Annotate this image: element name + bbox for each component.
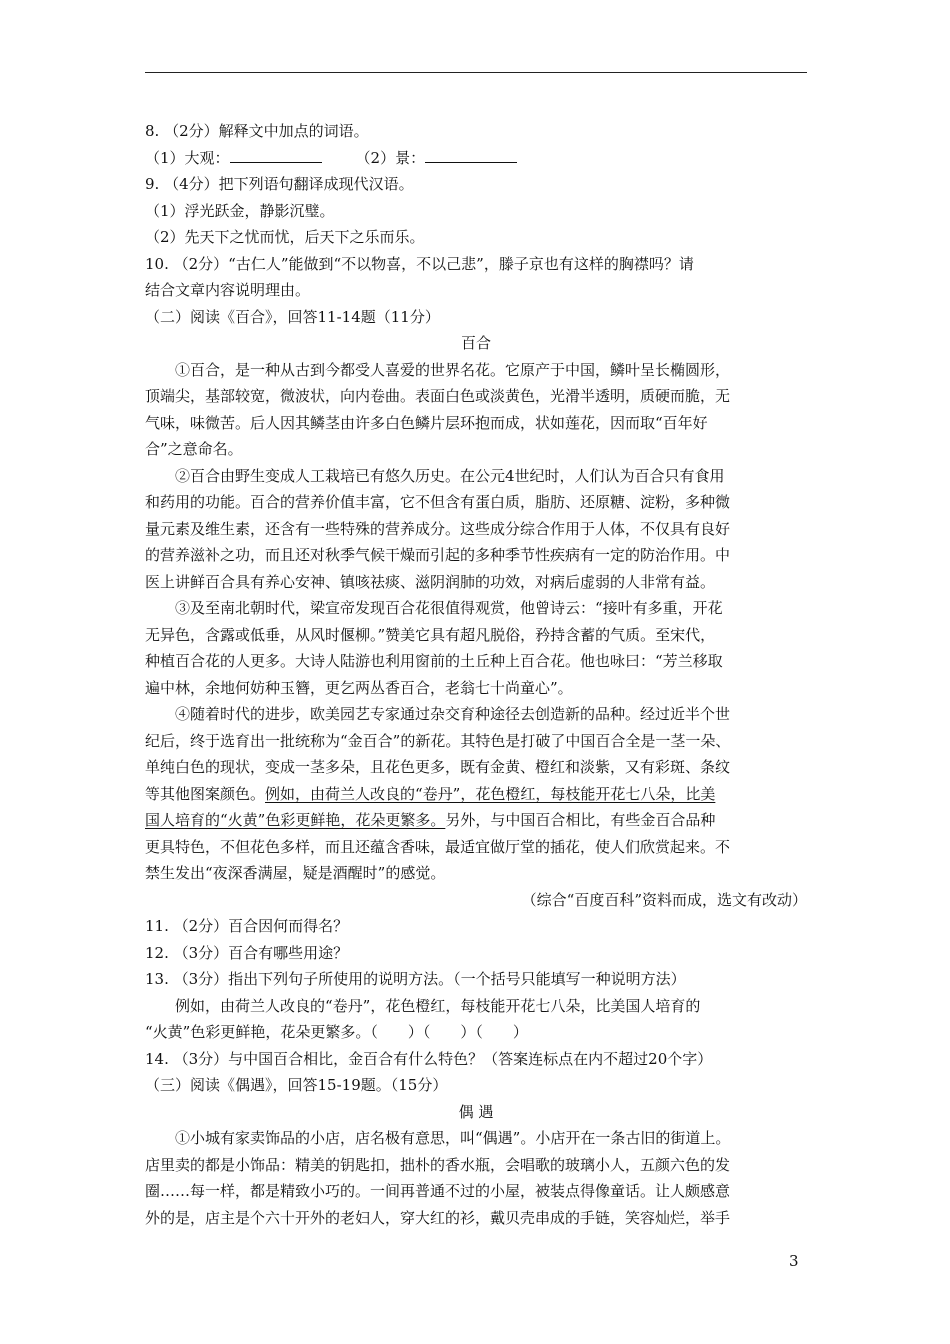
- question-10-line-2: 结合文章内容说明理由。: [145, 281, 311, 299]
- question-8: 8. （2分）解释文中加点的词语。: [145, 122, 369, 140]
- baihe-p4-text: 另外，与中国百合相比，有些金百合品种: [445, 811, 716, 829]
- ouyu-p1-line: ①小城有家卖饰品的小店，店名极有意思，叫“偶遇”。小店开在一条古旧的街道上。: [175, 1129, 731, 1147]
- source-note: （综合“百度百科”资料而成，选文有改动）: [521, 890, 807, 909]
- baihe-p1-line: 顶端尖，基部较宽，微波状，向内卷曲。表面白色或淡黄色，光滑半透明，质硬而脆，无: [145, 387, 731, 405]
- baihe-p1-line: 合”之意命名。: [145, 440, 243, 458]
- question-10-line-1: 10. （2分）“古仁人”能做到“不以物喜，不以己悲”，滕子京也有这样的胸襟吗？请: [145, 254, 694, 273]
- q8-label-a: （1）大观：: [145, 148, 230, 167]
- baihe-p3-line: 无异色，含露或低垂，从风时偃柳。”赞美它具有超凡脱俗，矜持含蓄的气质。至宋代，: [145, 625, 716, 644]
- baihe-p4-line: 更具特色，不但花色多样，而且还蕴含香味，最适宜做厅堂的插花，使人们欣赏起来。不: [145, 837, 731, 856]
- question-13-line-3: “火黄”色彩更鲜艳，花朵更繁多。（ ）（ ）（ ）: [145, 1023, 528, 1041]
- baihe-p4-line: 禁生发出“夜深香满屋，疑是酒醒时”的感觉。: [145, 864, 446, 882]
- baihe-p2-line: 医上讲鲜百合具有养心安神、镇咳祛痰、滋阴润肺的功效，对病后虚弱的人非常有益。: [145, 572, 716, 591]
- underlined-example-sentence: 例如，由荷兰人改良的“卷丹”，花色橙红，每枝能开花七八朵，比美: [265, 784, 716, 803]
- baihe-p4-line: ④随着时代的进步，欧美园艺专家通过杂交育种途径去创造新的品种。经过近半个世: [175, 705, 731, 723]
- article-title-baihe: 百合: [460, 334, 491, 352]
- q8-blank-b[interactable]: [425, 148, 517, 163]
- baihe-p3-line: 种植百合花的人更多。大诗人陆游也利用窗前的土丘种上百合花。他也咏曰：“芳兰移取: [145, 652, 723, 670]
- question-13-line-2: 例如，由荷兰人改良的“卷丹”，花色橙红，每枝能开花七八朵，比美国人培育的: [175, 996, 701, 1015]
- baihe-p4-text: 等其他图案颜色。: [145, 784, 266, 803]
- baihe-p4-line: [145, 807, 807, 834]
- page-number: 3: [789, 1252, 799, 1270]
- question-9: 9. （4分）把下列语句翻译成现代汉语。: [145, 175, 414, 193]
- baihe-p1-line: ①百合，是一种从古到今都受人喜爱的世界名花。它原产于中国，鳞叶呈长椭圆形，: [175, 360, 731, 379]
- question-14: 14. （3分）与中国百合相比，金百合有什么特色？（答案连标点在内不超过20个字）: [145, 1049, 713, 1068]
- baihe-p4-line: [145, 781, 807, 808]
- baihe-p2-line: ②百合由野生变成人工栽培已有悠久历史。在公元4世纪时，人们认为百合只有食用: [175, 466, 725, 485]
- baihe-p3-line: ③及至南北朝时代，梁宣帝发现百合花很值得观赏，他曾诗云：“接叶有多重，开花: [175, 599, 723, 617]
- q8-blank-a[interactable]: [230, 148, 322, 163]
- document-body: [145, 118, 807, 1231]
- section-2-heading: （二）阅读《百合》，回答11-14题（11分）: [145, 307, 440, 326]
- ouyu-p1-line: 圈……每一样，都是精致小巧的。一间再普通不过的小屋，被装点得像童话。让人颇感意: [145, 1182, 731, 1200]
- baihe-p3-line: 遍中林，余地何妨种玉簪，更乞两丛香百合，老翁七十尚童心”。: [145, 678, 573, 697]
- baihe-p2-line: 的营养滋补之功，而且还对秋季气候干燥而引起的多种季节性疾病有一定的防治作用。中: [145, 546, 731, 564]
- underlined-example-sentence: 国人培育的“火黄”色彩更鲜艳，花朵更繁多。: [145, 811, 446, 829]
- section-3-heading: （三）阅读《偶遇》，回答15-19题。（15分）: [145, 1076, 448, 1094]
- article-title-ouyu: 偶 遇: [458, 1102, 494, 1121]
- question-11: 11. （2分）百合因何而得名？: [145, 917, 349, 935]
- ouyu-p1-line: 店里卖的都是小饰品：精美的钥匙扣，拙朴的香水瓶，会唱歌的玻璃小人，五颜六色的发: [145, 1155, 731, 1174]
- q8-label-b: （2）景：: [355, 148, 426, 167]
- baihe-p2-line: 和药用的功能。百合的营养价值丰富，它不但含有蛋白质，脂肪、还原糖、淀粉，多种微: [145, 493, 731, 511]
- question-13-line-1: 13. （3分）指出下列句子所使用的说明方法。（一个括号只能填写一种说明方法）: [145, 970, 686, 988]
- question-9-sentence-1: （1）浮光跃金，静影沉璧。: [145, 201, 335, 220]
- baihe-p4-line: 纪后，终于选育出一批统称为“金百合”的新花。其特色是打破了中国百合全是一茎一朵、: [145, 731, 731, 750]
- baihe-p1-line: 气味，味微苦。后人因其鳞茎由许多白色鳞片层环抱而成，状如莲花，因而取“百年好: [145, 413, 708, 432]
- question-9-sentence-2: （2）先天下之忧而忧，后天下之乐而乐。: [145, 228, 425, 246]
- ouyu-p1-line: 外的是，店主是个六十开外的老妇人，穿大红的衫，戴贝壳串成的手链，笑容灿烂，举手: [145, 1208, 731, 1227]
- baihe-p4-line: 单纯白色的现状，变成一茎多朵，且花色更多，既有金黄、橙红和淡紫，又有彩斑、条纹: [145, 758, 731, 776]
- question-12: 12. （3分）百合有哪些用途？: [145, 943, 349, 962]
- baihe-p2-line: 量元素及维生素，还含有一些特殊的营养成分。这些成分综合作用于人体，不仅具有良好: [145, 519, 731, 538]
- header-rule: [145, 72, 807, 73]
- question-8-blanks: [145, 145, 807, 172]
